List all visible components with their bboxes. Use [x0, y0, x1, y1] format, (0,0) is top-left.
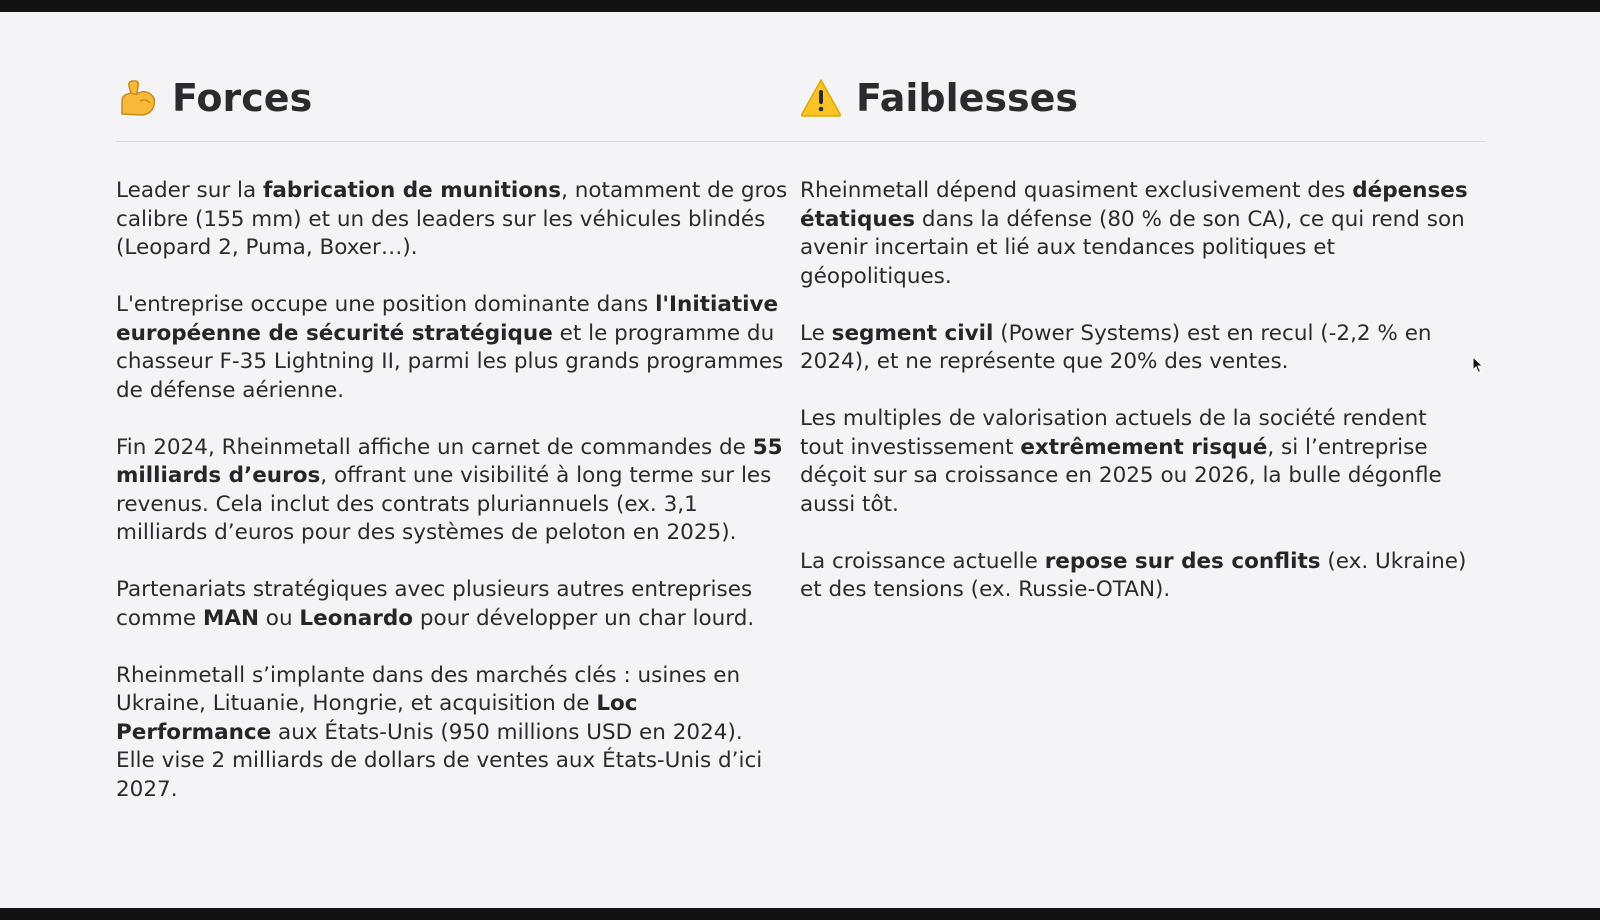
bold-text: repose sur des conflits — [1044, 548, 1321, 574]
text: et le programme du chasseur F-35 Lightning II, parmi les plus grands programmes de défense aérienne. — [116, 320, 784, 403]
text: pour développer un char lourd. — [413, 605, 755, 631]
forces-paragraph — [116, 177, 788, 263]
forces-title: Forces — [172, 76, 313, 120]
bold-text: MAN — [202, 605, 259, 631]
text: Rheinmetall s’implante dans des marchés clés : usines en Ukraine, Lituanie, Hongrie, et acquisition de — [116, 662, 741, 716]
bold-text: dépenses étatiques — [800, 178, 1468, 232]
faiblesses-paragraph — [800, 405, 1472, 519]
mouse-cursor-icon — [1472, 356, 1484, 378]
text: Les multiples de valorisation actuels de la société rendent tout investissement — [800, 406, 1427, 460]
heading-divider — [116, 141, 1485, 142]
bold-text: extrêmement risqué — [1020, 434, 1268, 460]
faiblesses-title: Faiblesses — [856, 76, 1079, 120]
forces-paragraph — [116, 434, 788, 548]
text: , offrant une visibilité à long terme sur les revenus. Cela inclut des contrats pluriannuels (ex. 3,1 milliards d’euros pour des systèmes de peloton en 2025). — [116, 463, 772, 545]
faiblesses-paragraph — [800, 320, 1472, 377]
warning-icon — [800, 78, 856, 118]
forces-heading — [116, 68, 312, 128]
forces-column — [116, 177, 788, 833]
bold-text: Loc Performance — [116, 691, 638, 745]
text: ou — [258, 605, 300, 631]
faiblesses-paragraph — [800, 548, 1472, 605]
text: (ex. Ukraine) et des tensions (ex. Russie-OTAN). — [800, 548, 1467, 602]
faiblesses-paragraph — [800, 177, 1472, 291]
slide — [0, 12, 1600, 908]
bold-text: Leonardo — [299, 605, 414, 631]
bold-text: 55 milliards d’euros — [116, 434, 783, 488]
text: Leader sur la — [116, 178, 264, 203]
bold-text: fabrication de munitions — [263, 178, 562, 203]
faiblesses-column — [800, 177, 1472, 633]
bold-text: segment civil — [831, 320, 994, 346]
text: La croissance actuelle — [800, 548, 1045, 574]
text: L'entreprise occupe une position dominante dans — [116, 292, 656, 317]
text: Le — [800, 320, 832, 346]
flexed-biceps-icon — [116, 77, 172, 119]
forces-paragraph — [116, 576, 788, 633]
forces-paragraph — [116, 662, 788, 805]
bold-text: l'Initiative européenne de sécurité stratégique — [116, 292, 779, 346]
faiblesses-heading — [800, 68, 1078, 128]
top-frame-bar — [0, 0, 1600, 12]
text: Rheinmetall dépend quasiment exclusivement des — [800, 178, 1353, 203]
text: dans la défense (80 % de son CA), ce qui rend son avenir incertain et lié aux tendances politiques et géopolitiques. — [800, 206, 1465, 289]
text: , notamment de gros calibre (155 mm) et un des leaders sur les véhicules blindés (Leopard 2, Puma, Boxer…). — [116, 178, 788, 260]
forces-paragraph — [116, 291, 788, 405]
text: (Power Systems) est en recul (-2,2 % en 2024), et ne représente que 20% des ventes. — [800, 320, 1432, 374]
text: Partenariats stratégiques avec plusieurs autres entreprises comme — [116, 577, 753, 631]
text: , si l’entreprise déçoit sur sa croissance en 2025 ou 2026, la bulle dégonfle aussi tôt. — [800, 434, 1442, 517]
bottom-frame-bar — [0, 908, 1600, 920]
text: aux États-Unis (950 millions USD en 2024). Elle vise 2 milliards de dollars de ventes aux États-Unis d’ici 2027. — [116, 719, 763, 802]
text: Fin 2024, Rheinmetall affiche un carnet de commandes de — [116, 434, 753, 460]
